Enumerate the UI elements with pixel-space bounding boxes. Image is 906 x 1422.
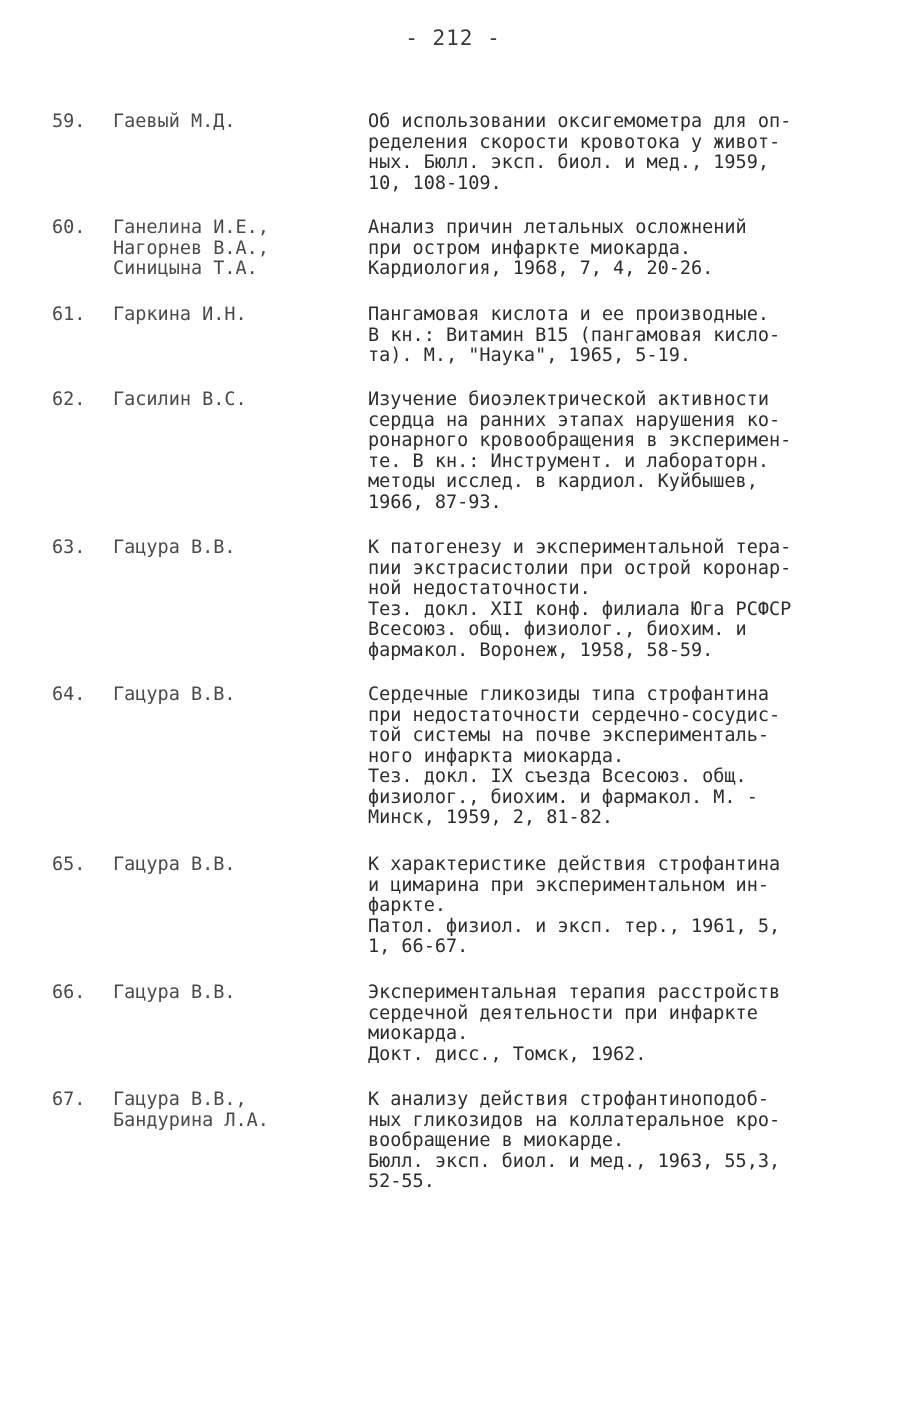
citation-line: К характеристике действия строфантина [368, 854, 781, 875]
entry-number: 59. [52, 111, 86, 132]
citation-line: К анализу действия строфантиноподоб- [368, 1089, 769, 1110]
citation-line: Бюлл. эксп. биол. и мед., 1963, 55,3, [368, 1150, 781, 1172]
entry-citation [368, 983, 888, 1065]
author-name: Гацура В.В. [113, 982, 236, 1003]
citation-line: сердечной деятельности при инфаркте [368, 1002, 758, 1024]
entry-number: 67. [52, 1089, 86, 1110]
citation-line: при недостаточности сердечно-сосудис- [368, 704, 781, 726]
citation-line: 52-55. [368, 1171, 435, 1192]
citation-line: физиолог., биохим. и фармакол. М. - [368, 786, 758, 808]
citation-line: Всесоюз. общ. физиолог., биохим. и [368, 619, 747, 640]
entry-citation [368, 305, 888, 367]
citation-line: ной недостаточности. [368, 578, 591, 599]
citation-line: Тез. докл. XII конф. филиала Юга РСФСР [368, 598, 792, 620]
author-name: Гацура В.В. [113, 537, 236, 558]
entry-citation [368, 218, 888, 280]
citation-line: ронарного кровообращения в эксперимен- [368, 430, 792, 451]
author-name: Нагорнев В.А., [113, 237, 269, 259]
citation-line: при остром инфаркте миокарда. [368, 237, 692, 259]
citation-line: Сердечные гликозиды типа строфантина [368, 684, 769, 705]
citation-line: миокарда. [368, 1023, 469, 1044]
entry-number: 61. [52, 304, 86, 325]
citation-line: ных гликозидов на коллатеральное кро- [368, 1109, 781, 1131]
author-name: Бандурина Л.А. [113, 1109, 269, 1131]
citation-line: те. В кн.: Инструмент. и лабораторн. [368, 450, 769, 472]
entry-authors [113, 538, 353, 559]
citation-line: 1966, 87-93. [368, 491, 502, 513]
citation-line: Анализ причин летальных осложнений [368, 217, 747, 238]
citation-line: 1, 66-67. [368, 936, 469, 957]
citation-line: Пангамовая кислота и ее производные. [368, 304, 769, 325]
entry-authors [113, 855, 353, 876]
citation-line: Экспериментальная терапия расстройств [368, 982, 781, 1003]
citation-line: 10, 108-109. [368, 172, 502, 194]
citation-line: и цимарина при экспериментальном ин- [368, 874, 769, 896]
citation-line: Минск, 1959, 2, 81-82. [368, 807, 614, 828]
citation-line: Об использовании оксигемометра для оп- [368, 111, 792, 132]
citation-line: пии экстрасистолии при острой коронар- [368, 557, 792, 579]
entry-citation [368, 855, 888, 958]
citation-line: фармакол. Воронеж, 1958, 58-59. [368, 639, 714, 661]
entry-citation [368, 1090, 888, 1193]
entry-number: 64. [52, 684, 86, 705]
citation-line: Изучение биоэлектрической активности [368, 389, 769, 410]
citation-line: К патогенезу и экспериментальной тера- [368, 537, 792, 558]
entry-authors [113, 983, 353, 1004]
author-name: Гацура В.В. [113, 684, 236, 705]
author-name: Гаркина И.Н. [113, 304, 247, 325]
entry-citation [368, 390, 888, 513]
citation-line: Кардиология, 1968, 7, 4, 20-26. [368, 258, 714, 279]
entry-authors [113, 1090, 353, 1131]
entry-citation [368, 538, 888, 661]
citation-line: той системы на почве эксперименталь- [368, 725, 769, 746]
citation-line: ного инфаркта миокарда. [368, 745, 625, 767]
page-number: - 212 - [405, 26, 501, 50]
entry-authors [113, 305, 353, 326]
author-name: Гацура В.В. [113, 854, 236, 875]
author-name: Гаевый М.Д. [113, 111, 236, 132]
entry-citation [368, 112, 888, 194]
entry-number: 65. [52, 854, 86, 875]
author-name: Гацура В.В., [113, 1089, 247, 1110]
entry-number: 60. [52, 217, 86, 238]
entry-number: 62. [52, 389, 86, 410]
citation-line: Патол. физиол. и эксп. тер., 1961, 5, [368, 915, 781, 937]
entry-authors [113, 218, 353, 280]
entry-citation [368, 685, 888, 829]
author-name: Синицына Т.А. [113, 258, 258, 279]
entry-authors [113, 390, 353, 411]
entry-authors [113, 685, 353, 706]
citation-line: сердца на ранних этапах нарушения ко- [368, 409, 781, 431]
entry-authors [113, 112, 353, 133]
citation-line: вообращение в миокарде. [368, 1130, 625, 1151]
author-name: Ганелина И.Е., [113, 217, 269, 238]
citation-line: методы исслед. в кардиол. Куйбышев, [368, 471, 758, 492]
citation-line: ных. Бюлл. эксп. биол. и мед., 1959, [368, 152, 769, 173]
citation-line: ределения скорости кровотока у живот- [368, 131, 781, 153]
citation-line: Докт. дисс., Томск, 1962. [368, 1043, 647, 1065]
citation-line: Тез. докл. IX съезда Всесоюз. общ. [368, 766, 747, 787]
citation-line: В кн.: Витамин B15 (пангамовая кисло- [368, 324, 781, 346]
entry-number: 66. [52, 982, 86, 1003]
entry-number: 63. [52, 537, 86, 558]
citation-line: та). М., "Наука", 1965, 5-19. [368, 345, 692, 366]
author-name: Гасилин В.С. [113, 389, 247, 410]
citation-line: фаркте. [368, 895, 446, 916]
